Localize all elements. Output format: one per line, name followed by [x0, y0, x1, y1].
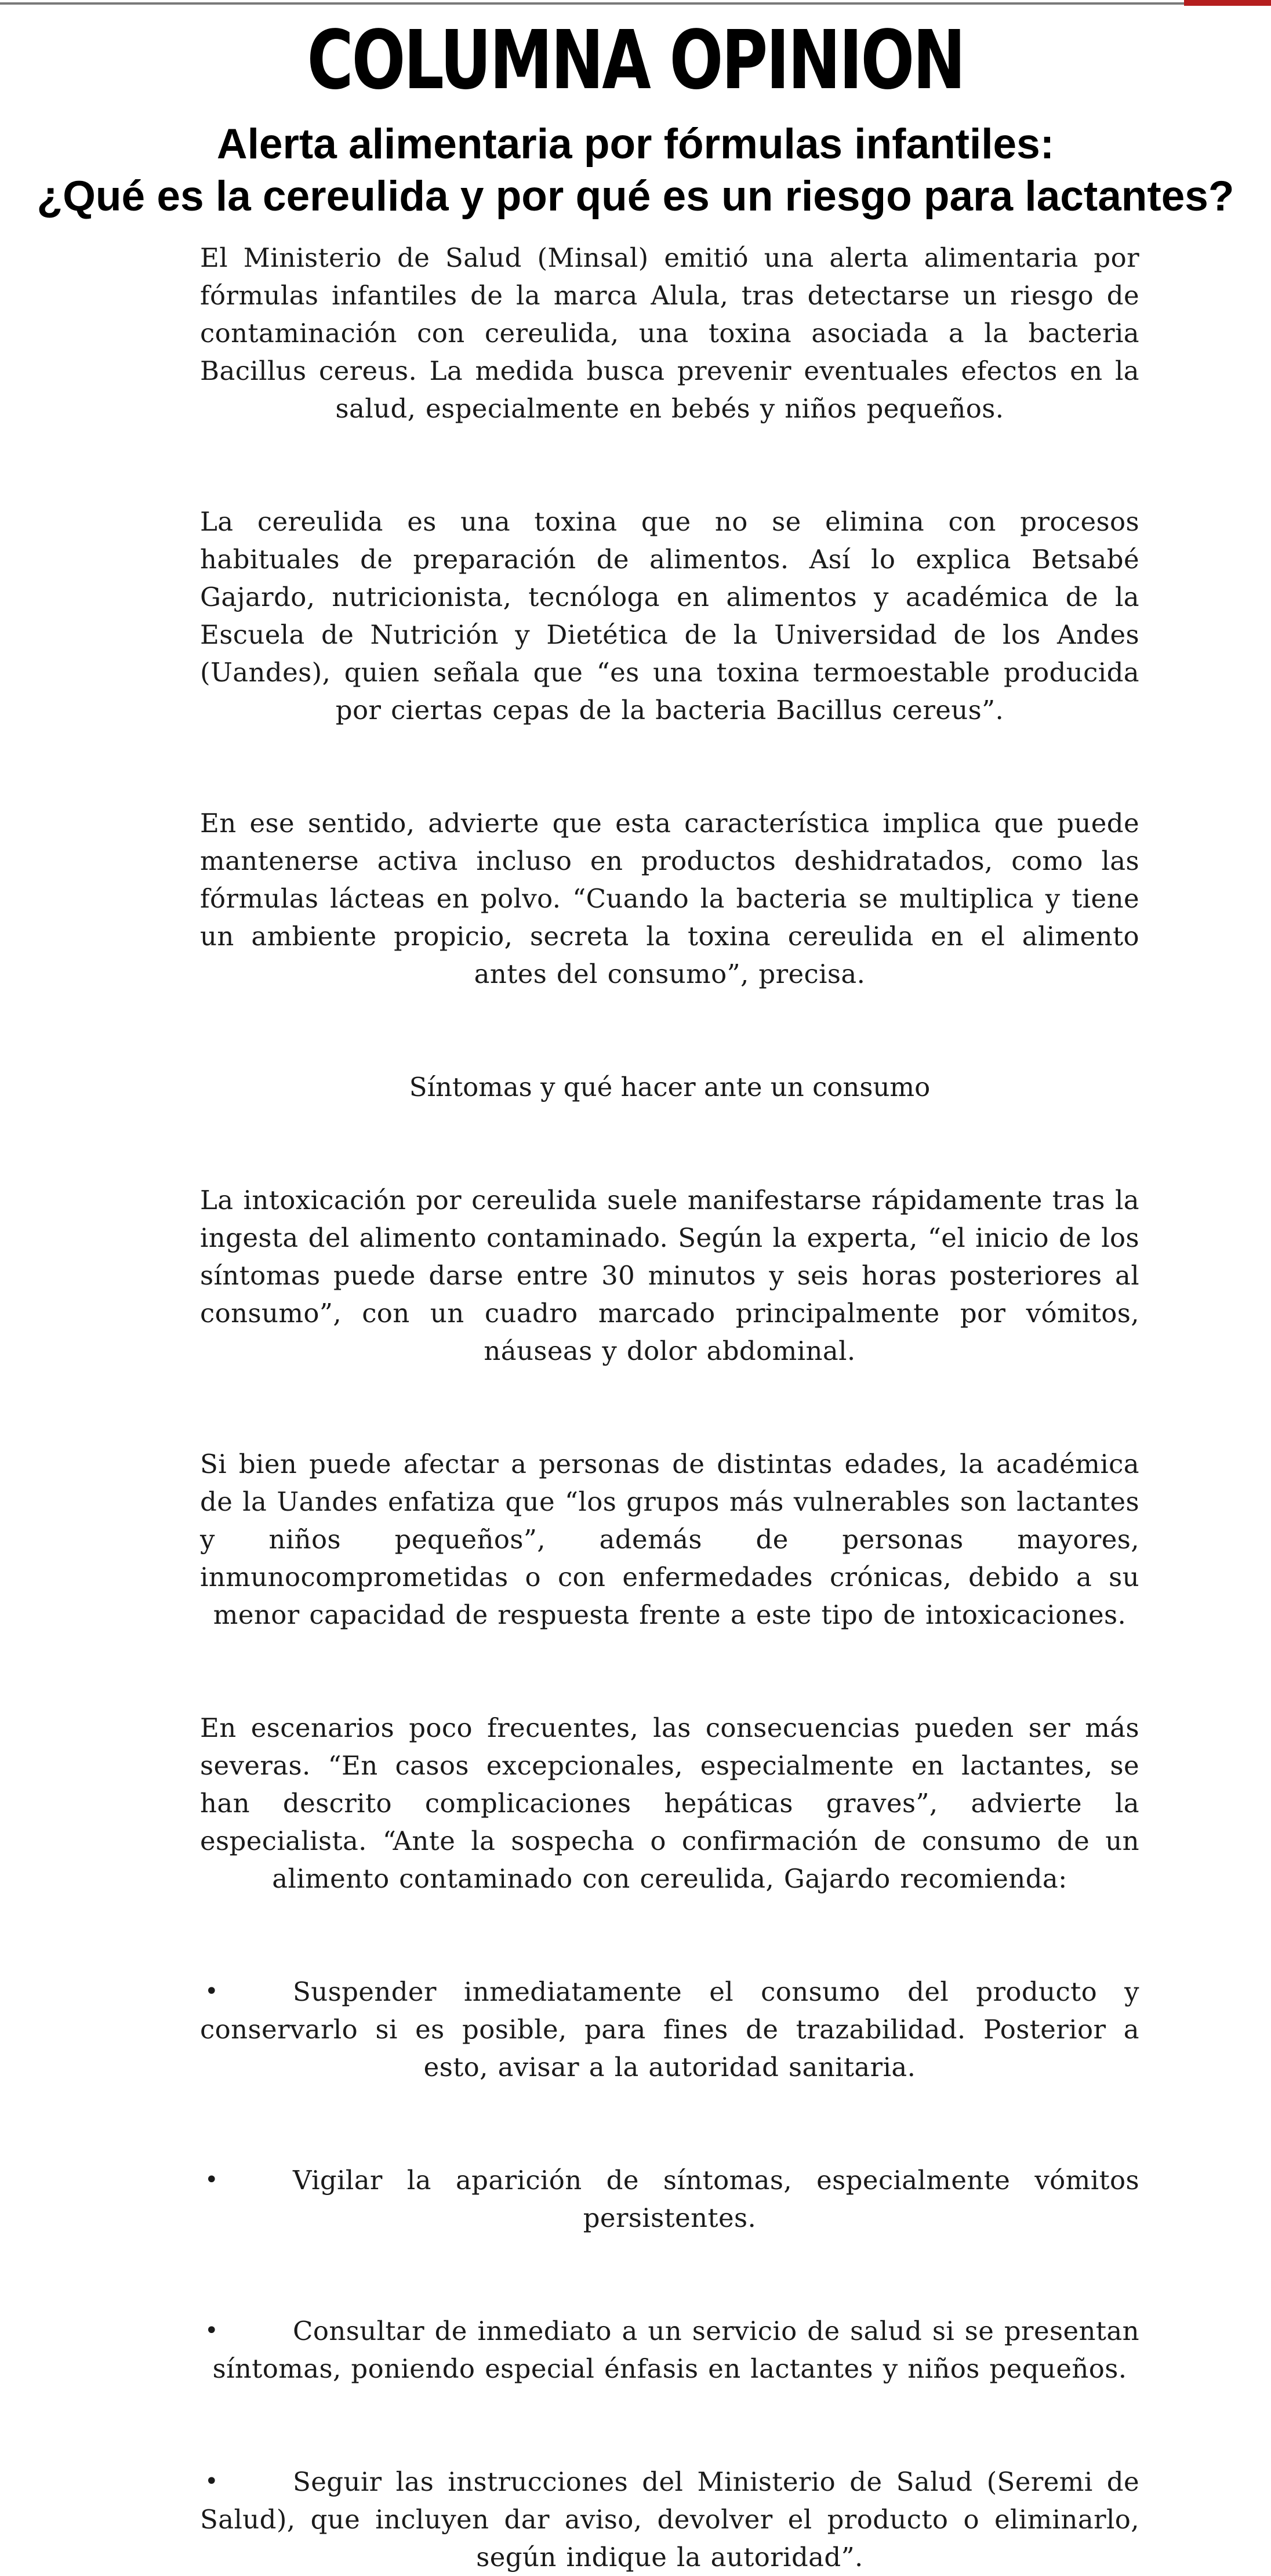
- article-body: [200, 239, 1139, 2576]
- section-subheading: Síntomas y qué hacer ante un consumo: [409, 1072, 931, 1102]
- paragraph-characteristics: En ese sentido, advierte que esta característica implica que puede mantenerse activa incluso en productos deshidratados, como las fórmulas lácteas en polvo. “Cuando la bacteria se multiplica y tiene un ambiente propicio, secreta la toxina cereulida en el alimento antes del consumo”, precisa.: [200, 808, 1139, 989]
- list-item-text: Seguir las instrucciones del Ministerio de Salud (Seremi de Salud), que incluyen dar aviso, devolver el producto o eliminarlo, según indique la autoridad”.: [200, 2466, 1139, 2573]
- bullet-icon: •: [205, 2167, 219, 2193]
- paragraph-complications: En escenarios poco frecuentes, las consecuencias pueden ser más severas. “En casos excepcionales, especialmente en lactantes, se han descrito complicaciones hepáticas graves”, advierte la especialista. “Ante la sospecha o confirmación de consumo de un alimento contaminado con cereulida, Gajardo recomienda:: [200, 1713, 1139, 1894]
- list-item-text: Suspender inmediatamente el consumo del producto y conservarlo si es posible, para fines de trazabilidad. Posterior a esto, avisar a la autoridad sanitaria.: [200, 1976, 1139, 2082]
- bullet-icon: •: [205, 1978, 219, 2005]
- list-item-text: Consultar de inmediato a un servicio de salud si se presentan síntomas, poniendo especial énfasis en lactantes y niños pequeños.: [212, 2316, 1139, 2384]
- list-item-suspend-consumption: [200, 1973, 1139, 2086]
- list-item-monitor-symptoms: [200, 2161, 1139, 2237]
- list-item-consult-health-service: [200, 2312, 1139, 2388]
- paragraph-symptoms: La intoxicación por cereulida suele manifestarse rápidamente tras la ingesta del alimento contaminado. Según la experta, “el inicio de los síntomas puede darse entre 30 minutos y seis horas posteriores al consumo”, con un cuadro marcado principalmente por vómitos, náuseas y dolor abdominal.: [200, 1185, 1139, 1366]
- paragraph-vulnerable-groups: Si bien puede afectar a personas de distintas edades, la académica de la Uandes enfatiza que “los grupos más vulnerables son lactantes y niños pequeños”, además de personas mayores, inmunocomprometidas o con enfermedades crónicas, debido a su menor capacidad de respuesta frente a este tipo de intoxicaciones.: [200, 1449, 1139, 1630]
- top-rule: [0, 2, 1271, 5]
- list-item-follow-instructions: [200, 2463, 1139, 2576]
- bullet-icon: •: [205, 2468, 219, 2495]
- column-masthead: COLUMNA OPINION: [307, 13, 964, 108]
- paragraph-cereulida-definition: La cereulida es una toxina que no se elimina con procesos habituales de preparación de alimentos. Así lo explica Betsabé Gajardo, nutricionista, tecnóloga en alimentos y académica de la Escuela de Nutrición y Dietética de la Universidad de los Andes (Uandes), quien señala que “es una toxina termoestable producida por ciertas cepas de la bacteria Bacillus cereus”.: [200, 506, 1139, 725]
- bullet-icon: •: [205, 2317, 219, 2344]
- headline-line-2: ¿Qué es la cereulida y por qué es un riesgo para lactantes?: [37, 173, 1234, 220]
- headline-line-1: Alerta alimentaria por fórmulas infantiles:: [216, 121, 1055, 168]
- corner-accent-tab: [1184, 0, 1271, 6]
- list-item-text: Vigilar la aparición de síntomas, especialmente vómitos persistentes.: [293, 2165, 1139, 2233]
- paragraph-intro: El Ministerio de Salud (Minsal) emitió una alerta alimentaria por fórmulas infantiles de la marca Alula, tras detectarse un riesgo de contaminación con cereulida, una toxina asociada a la bacteria Bacillus cereus. La medida busca prevenir eventuales efectos en la salud, especialmente en bebés y niños pequeños.: [200, 242, 1139, 424]
